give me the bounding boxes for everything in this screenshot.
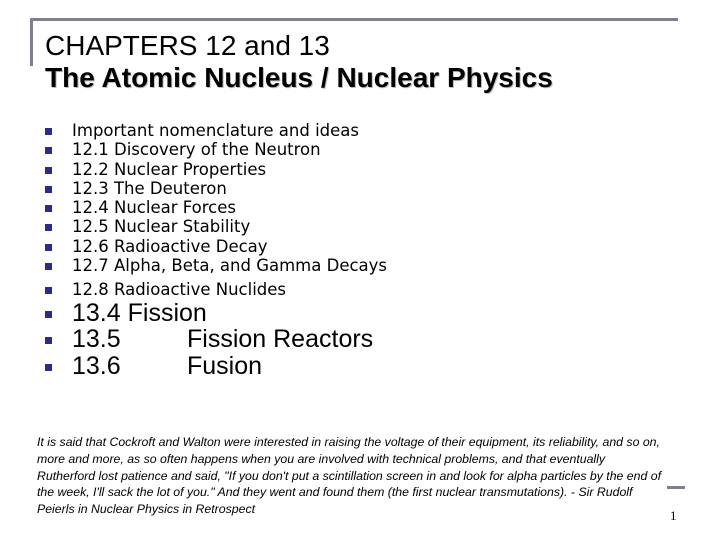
- list-item: [45, 256, 387, 275]
- list-item: [45, 140, 387, 159]
- list-item-text: 12.1 Discovery of the Neutron: [72, 140, 321, 160]
- title-line-1: CHAPTERS 12 and 13: [45, 30, 330, 61]
- list-item-text: 12.7 Alpha, Beta, and Gamma Decays: [72, 256, 388, 276]
- square-bullet-icon: [45, 205, 52, 212]
- list-item-large: [45, 326, 387, 353]
- frame-top-rule: [30, 18, 678, 21]
- square-bullet-icon: [45, 337, 52, 344]
- topic-list: [45, 121, 387, 379]
- list-item: [45, 217, 387, 236]
- list-item-text: 12.2 Nuclear Properties: [72, 159, 267, 179]
- list-item: [45, 121, 387, 140]
- list-item-large: [45, 353, 387, 380]
- square-bullet-icon: [45, 186, 52, 193]
- list-item-text: Important nomenclature and ideas: [72, 121, 359, 140]
- square-bullet-icon: [45, 128, 52, 135]
- list-item: [45, 179, 387, 198]
- square-bullet-icon: [45, 167, 52, 174]
- list-item: [45, 198, 387, 217]
- list-item-text: 12.3 The Deuteron: [72, 178, 227, 198]
- list-item-large: [45, 300, 387, 327]
- list-item: [45, 280, 387, 299]
- section-label: Fission Reactors: [187, 325, 374, 354]
- list-item-text: 12.5 Nuclear Stability: [72, 217, 251, 237]
- section-label: Fission: [127, 298, 207, 327]
- title-line-2: The Atomic Nucleus / Nuclear Physics: [45, 62, 553, 93]
- frame-left-rule: [30, 18, 33, 66]
- square-bullet-icon: [45, 364, 52, 371]
- list-item: [45, 237, 387, 256]
- square-bullet-icon: [45, 244, 52, 251]
- section-number: 13.6: [72, 351, 121, 380]
- square-bullet-icon: [45, 287, 52, 294]
- square-bullet-icon: [45, 147, 52, 154]
- list-item-text: 12.6 Radioactive Decay: [72, 236, 268, 256]
- list-item: [45, 160, 387, 179]
- slide-title: [45, 30, 553, 94]
- quote-text: It is said that Cockroft and Walton were interested in raising the voltage of their equipment, its reliability, and so on, more and more, as so often happens when you are involved with technical problems, and that eventually Rutherford lost patience and said, "If you don't put a scintillation screen in and look for alpha particles by the end of the week, I'll sack the lot of you." And they went and found them (the first nuclear transmutations). - Sir Rudolf Peierls in Nuclear Physics in Retrospect: [37, 435, 661, 517]
- list-item-text: 12.8 Radioactive Nuclides: [72, 280, 287, 300]
- square-bullet-icon: [45, 224, 52, 231]
- frame-corner-rule: [667, 486, 685, 489]
- square-bullet-icon: [45, 311, 52, 318]
- page-number: 1: [670, 508, 677, 523]
- list-item-text: 12.4 Nuclear Forces: [72, 198, 236, 218]
- section-label: Fusion: [187, 351, 263, 380]
- section-number: 13.5: [72, 325, 121, 354]
- section-number: 13.4: [72, 298, 121, 327]
- square-bullet-icon: [45, 263, 52, 270]
